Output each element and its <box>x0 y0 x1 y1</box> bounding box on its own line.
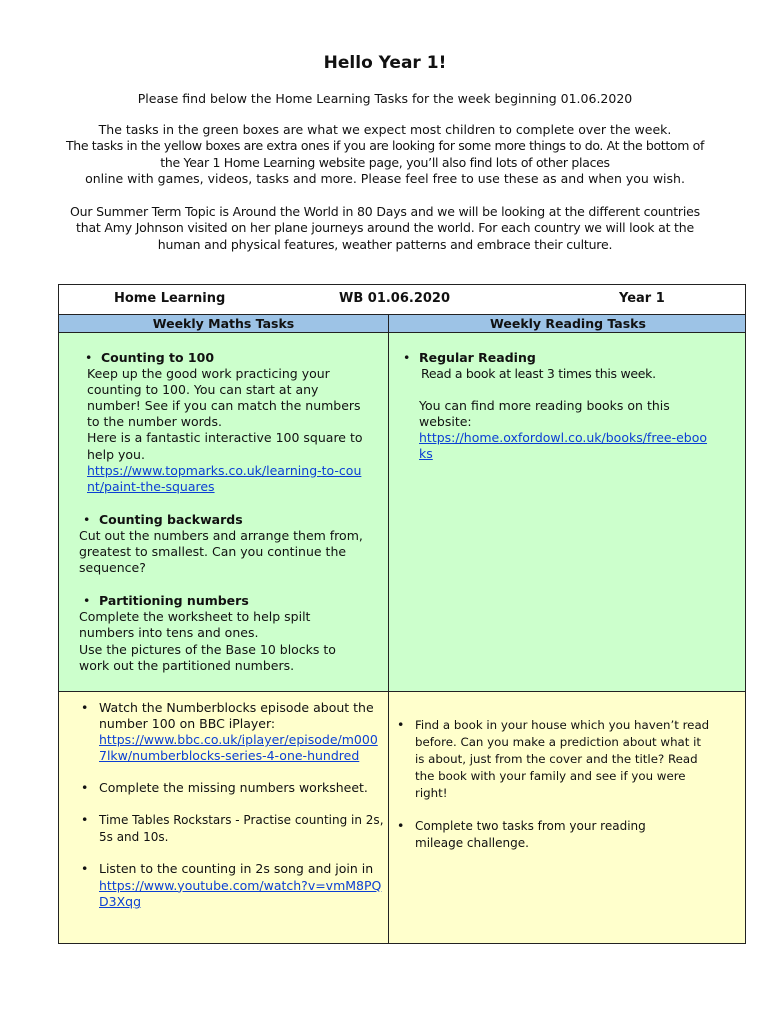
bbc-iplayer-link[interactable]: https://www.bbc.co.uk/iplayer/episode/m0007lkw/numberblocks-series-4-one-hundred <box>99 732 378 764</box>
reading-green-cell: • Regular Reading Read a book at least 3 times this week. You can find more reading books on this website: https://home.oxfordowl.co.uk/books/free-ebooks <box>389 333 746 691</box>
header-home-learning: Home Learning <box>114 291 226 306</box>
task-title: Regular Reading <box>419 350 536 365</box>
topmarks-link[interactable]: https://www.topmarks.co.uk/learning-to-count/paint-the-squares <box>87 462 362 494</box>
youtube-link[interactable]: https://www.youtube.com/watch?v=vmM8PQD3Xqg <box>99 877 382 909</box>
home-learning-table <box>58 284 746 944</box>
header-week-beginning: WB 01.06.2020 <box>339 291 451 306</box>
task-find-a-book: • Find a book in your house which you haven’t read before. Can you make a prediction about what it is about, just from the cover and the title? Read the book with your family and see if you were right! <box>391 717 737 802</box>
bullet-icon: • <box>403 350 411 365</box>
task-ttrs: • Time Tables Rockstars - Practise counting in 2s, 5s and 10s. <box>75 812 388 845</box>
column-divider <box>388 315 389 943</box>
task-counting-song: • Listen to the counting in 2s song and join in https://www.youtube.com/watch?v=vmM8PQD3Xqg <box>75 861 388 909</box>
bullet-icon: • <box>85 350 93 365</box>
page-title: Hello Year 1! <box>323 53 447 73</box>
reading-yellow-cell <box>389 692 746 944</box>
intro-topic-paragraph: Our Summer Term Topic is Around the World in 80 Days and we will be looking at the different countries that Amy Johnson visited on her plane journeys around the world. For each country we will look at the human and physical features, weather patterns and embrace their culture. <box>70 204 700 252</box>
intro-green-yellow-paragraph: The tasks in the green boxes are what we expect most children to complete over the week. The tasks in the yellow boxes are extra ones if you are looking for some more things to do. At the bottom of the Year 1 Home Learning website page, you’ll also find lots of other places online with games, videos, tasks and more. Please feel free to use these as and when you wish. <box>65 122 704 186</box>
bullet-icon: • <box>81 780 89 796</box>
bullet-icon: • <box>81 861 89 877</box>
bullet-icon: • <box>83 593 91 609</box>
task-counting-to-100: • Counting to 100 Keep up the good work practicing your counting to 100. You can start at any number! See if you can match the numbers to the number words. Here is a fantastic interactive 100 square to help you. https://www.topmarks.co.uk/learning-to-count/paint-the-squares <box>81 350 382 495</box>
reading-heading: Weekly Reading Tasks <box>389 315 746 333</box>
bullet-icon: • <box>83 511 91 527</box>
bullet-icon: • <box>397 818 405 833</box>
oxford-owl-link[interactable]: https://home.oxfordowl.co.uk/books/free-ebooks <box>419 430 708 462</box>
bullet-icon: • <box>81 700 89 715</box>
bullet-icon: • <box>81 812 89 828</box>
task-title: Counting backwards <box>99 511 243 527</box>
maths-heading: Weekly Maths Tasks <box>59 315 388 333</box>
intro-week-line: Please find below the Home Learning Tasks for the week beginning 01.06.2020 <box>137 91 633 106</box>
maths-yellow-cell <box>59 692 388 944</box>
header-year: Year 1 <box>619 291 665 306</box>
table-header-row <box>59 285 745 315</box>
task-counting-backwards: • Counting backwards Cut out the numbers and arrange them from, greatest to smallest. Can you continue the sequence? <box>79 511 363 576</box>
maths-green-cell <box>59 333 388 691</box>
task-reading-mileage: • Complete two tasks from your reading mileage challenge. <box>391 818 737 851</box>
task-partitioning: • Partitioning numbers Complete the worksheet to help spilt numbers into tens and ones. Use the pictures of the Base 10 blocks to work out the partitioned numbers. <box>79 593 336 673</box>
task-title: Counting to 100 <box>101 350 215 365</box>
task-title: Partitioning numbers <box>99 593 249 609</box>
task-numberblocks: • Watch the Numberblocks episode about the number 100 on BBC iPlayer: https://www.bbc.co.uk/iplayer/episode/m0007lkw/numberblocks-series-4-one-hundred <box>75 700 388 764</box>
bullet-icon: • <box>397 717 405 732</box>
task-missing-numbers: • Complete the missing numbers worksheet. <box>75 780 388 796</box>
